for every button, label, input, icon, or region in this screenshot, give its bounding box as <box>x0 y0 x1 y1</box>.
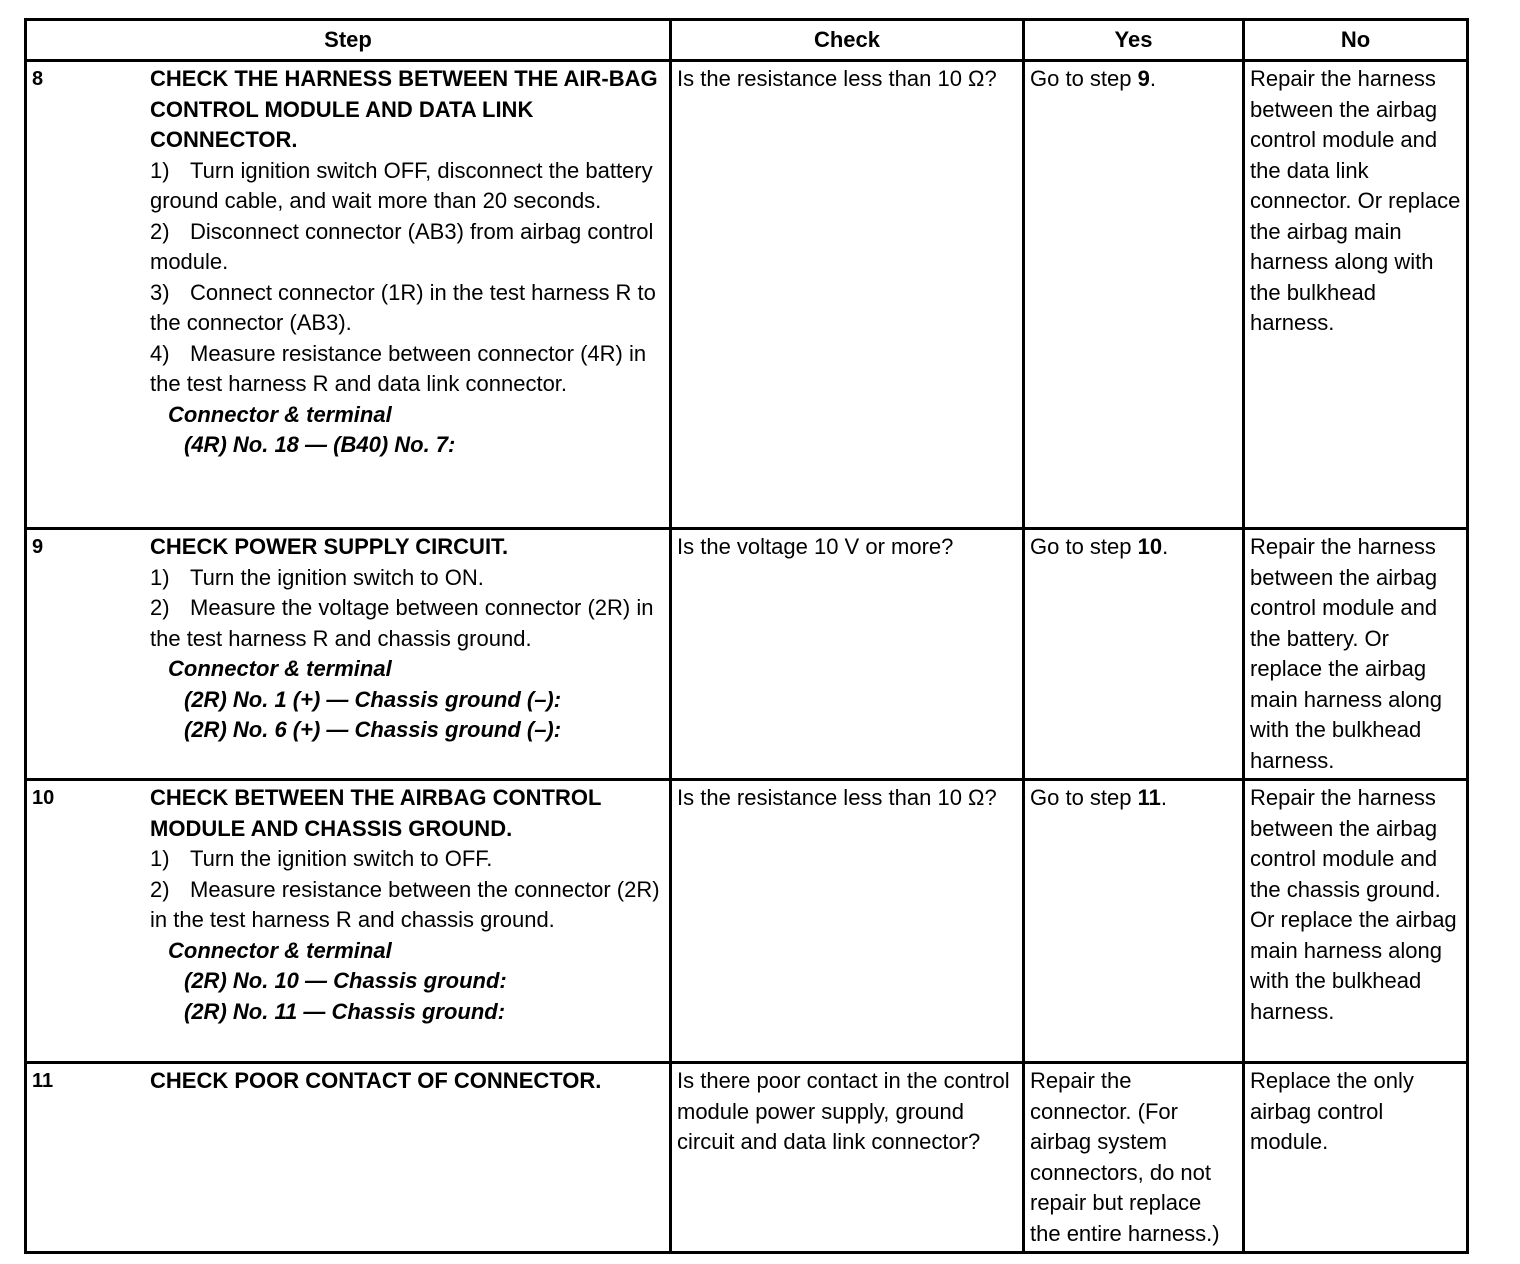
no-cell: Replace the only airbag control module. <box>1244 1063 1468 1253</box>
no-cell: Repair the harness between the airbag control module and the data link connector. Or replace the airbag main harness along with the bulkhead harness. <box>1244 61 1468 529</box>
step-number: 8 <box>32 68 44 90</box>
step-number: 9 <box>32 536 44 558</box>
header-row <box>26 20 1468 61</box>
yes-cell: Go to step 10. <box>1024 529 1244 780</box>
connector-terminal-item: (2R) No. 6 (+) — Chassis ground (–): <box>184 717 562 742</box>
yes-cell: Go to step 11. <box>1024 780 1244 1063</box>
header-yes: Yes <box>1024 20 1244 61</box>
step-cell <box>26 780 671 1063</box>
instruction: 2) Disconnect connector (AB3) from airbag control module. <box>150 218 654 274</box>
step-title: CHECK BETWEEN THE AIRBAG CONTROL MODULE AND CHASSIS GROUND. <box>150 785 601 841</box>
step-cell <box>26 61 671 529</box>
connector-terminal-label: Connector & terminal <box>168 656 392 681</box>
connector-terminal-label: Connector & terminal <box>168 937 392 963</box>
instruction: 2) Measure resistance between the connector (2R) in the test harness R and chassis ground. <box>150 876 660 932</box>
connector-terminal-item: (2R) No. 10 — Chassis ground: <box>184 968 507 993</box>
header-step: Step <box>26 20 671 61</box>
table-row <box>26 529 1468 780</box>
instruction: 3) Connect connector (1R) in the test harness R to the connector (AB3). <box>150 279 656 335</box>
table-row <box>26 61 1468 529</box>
instruction: 1) Turn the ignition switch to ON. <box>150 564 484 590</box>
connector-terminal-item: (2R) No. 1 (+) — Chassis ground (–): <box>184 686 562 712</box>
step-title: CHECK THE HARNESS BETWEEN THE AIR-BAG CONTROL MODULE AND DATA LINK CONNECTOR. <box>150 66 658 152</box>
step-number: 11 <box>32 1070 54 1092</box>
check-cell: Is the resistance less than 10 Ω? <box>671 780 1024 1063</box>
no-cell: Repair the harness between the airbag control module and the chassis ground. Or replace the airbag main harness along with the bulkhead harness. <box>1244 780 1468 1063</box>
diagnostic-table <box>24 18 1469 1254</box>
instruction: 2) Measure the voltage between connector (2R) in the test harness R and chassis ground. <box>150 595 654 651</box>
check-cell: Is the resistance less than 10 Ω? <box>671 61 1024 529</box>
header-check: Check <box>671 20 1024 61</box>
connector-terminal-label: Connector & terminal <box>168 401 392 427</box>
table-row <box>26 780 1468 1063</box>
step-number: 10 <box>32 787 55 809</box>
yes-cell: Repair the connector. (For airbag system connectors, do not repair but replace the entire harness.) <box>1024 1063 1244 1253</box>
step-title: CHECK POOR CONTACT OF CONNECTOR. <box>150 1068 602 1093</box>
yes-cell: Go to step 9. <box>1024 61 1244 529</box>
no-cell: Repair the harness between the airbag control module and the battery. Or replace the airbag main harness along with the bulkhead harness. <box>1244 529 1468 780</box>
connector-terminal-item: (2R) No. 11 — Chassis ground: <box>184 998 506 1024</box>
step-title: CHECK POWER SUPPLY CIRCUIT. <box>150 534 509 559</box>
step-cell <box>26 1063 671 1253</box>
table-row <box>26 1063 1468 1253</box>
instruction: 1) Turn the ignition switch to OFF. <box>150 846 493 871</box>
check-cell: Is the voltage 10 V or more? <box>671 529 1024 780</box>
header-no: No <box>1244 20 1468 61</box>
check-cell: Is there poor contact in the control module power supply, ground circuit and data link connector? <box>671 1063 1024 1253</box>
instruction: 1) Turn ignition switch OFF, disconnect the battery ground cable, and wait more than 20 seconds. <box>150 157 653 213</box>
instruction: 4) Measure resistance between connector (4R) in the test harness R and data link connector. <box>150 340 647 396</box>
step-cell <box>26 529 671 780</box>
connector-terminal-item: (4R) No. 18 — (B40) No. 7: <box>184 432 456 457</box>
